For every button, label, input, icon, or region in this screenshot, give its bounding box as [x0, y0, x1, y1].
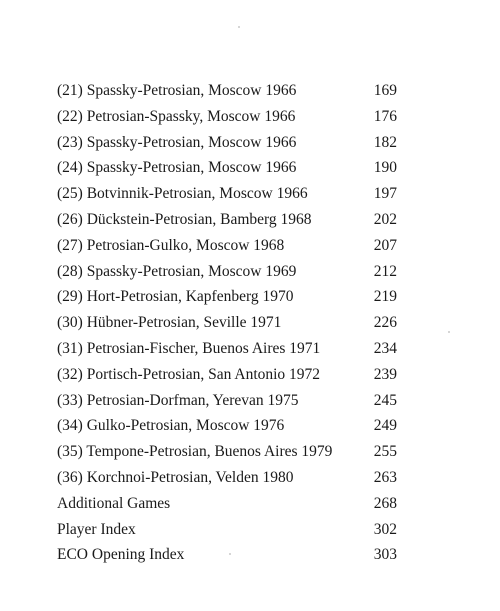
toc-entry-page: 212 [373, 262, 397, 280]
toc-entry [57, 207, 397, 233]
toc-entry-page: 197 [373, 185, 397, 203]
toc-entry-page: 303 [373, 546, 397, 564]
toc-entry-title: (30) Hübner-Petrosian, Seville 1971 [57, 314, 282, 332]
toc-entry-title: Additional Games [57, 494, 171, 512]
toc-entry-page: 176 [373, 107, 397, 125]
scan-speck [448, 331, 450, 333]
toc-entry-page: 268 [373, 494, 397, 512]
toc-entry [57, 284, 397, 310]
toc-entry-page: 207 [373, 236, 397, 254]
toc-entry-page: 169 [373, 82, 397, 99]
toc-entry-title: (28) Spassky-Petrosian, Moscow 1969 [57, 262, 297, 280]
toc-entry-page: 245 [373, 391, 397, 409]
toc-entry-page: 190 [373, 159, 397, 177]
toc-entry [57, 439, 397, 465]
toc-entry-title: (26) Dückstein-Petrosian, Bamberg 1968 [57, 210, 312, 228]
toc-entry-page: 302 [373, 520, 397, 538]
scan-speck [229, 553, 231, 555]
toc-entry [57, 465, 397, 491]
table-of-contents [57, 78, 397, 568]
toc-entry-title: (27) Petrosian-Gulko, Moscow 1968 [57, 236, 285, 254]
toc-entry-page: 249 [373, 417, 397, 435]
toc-entry [57, 233, 397, 259]
toc-entry-page: 255 [373, 443, 397, 461]
toc-entry [57, 542, 397, 568]
toc-entry [57, 181, 397, 207]
toc-entry-page: 226 [373, 314, 397, 332]
toc-entry-title: (33) Petrosian-Dorfman, Yerevan 1975 [57, 391, 299, 409]
toc-entry [57, 155, 397, 181]
toc-entry-page: 234 [373, 339, 397, 357]
toc-entry-title: (25) Botvinnik-Petrosian, Moscow 1966 [57, 185, 308, 203]
toc-entry-title: (36) Korchnoi-Petrosian, Velden 1980 [57, 468, 294, 486]
toc-entry [57, 130, 397, 156]
toc-entry [57, 491, 397, 517]
toc-entry-page: 263 [373, 468, 397, 486]
scan-speck [238, 26, 240, 28]
toc-entry [57, 517, 397, 543]
toc-entry-title: (23) Spassky-Petrosian, Moscow 1966 [57, 133, 297, 151]
toc-entry-title: Player Index [57, 520, 136, 538]
toc-entry-page: 219 [373, 288, 397, 306]
toc-entry-title: (24) Spassky-Petrosian, Moscow 1966 [57, 159, 297, 177]
toc-entry-page: 239 [373, 365, 397, 383]
toc-entry-title: (31) Petrosian-Fischer, Buenos Aires 1971 [57, 339, 321, 357]
toc-entry-title: (34) Gulko-Petrosian, Moscow 1976 [57, 417, 285, 435]
toc-entry [57, 78, 397, 104]
toc-entry-page: 182 [373, 133, 397, 151]
toc-entry-title: (29) Hort-Petrosian, Kapfenberg 1970 [57, 288, 294, 306]
toc-entry-title: (22) Petrosian-Spassky, Moscow 1966 [57, 107, 296, 125]
toc-entry [57, 336, 397, 362]
toc-entry [57, 259, 397, 285]
toc-entry-title: (35) Tempone-Petrosian, Buenos Aires 1979 [57, 443, 333, 461]
toc-entry-title: (21) Spassky-Petrosian, Moscow 1966 [57, 82, 297, 99]
toc-entry-title: ECO Opening Index [57, 546, 185, 564]
toc-entry [57, 362, 397, 388]
toc-entry [57, 310, 397, 336]
toc-entry-page: 202 [373, 210, 397, 228]
toc-entry [57, 104, 397, 130]
toc-entry [57, 413, 397, 439]
toc-entry-title: (32) Portisch-Petrosian, San Antonio 1972 [57, 365, 321, 383]
toc-entry [57, 388, 397, 414]
